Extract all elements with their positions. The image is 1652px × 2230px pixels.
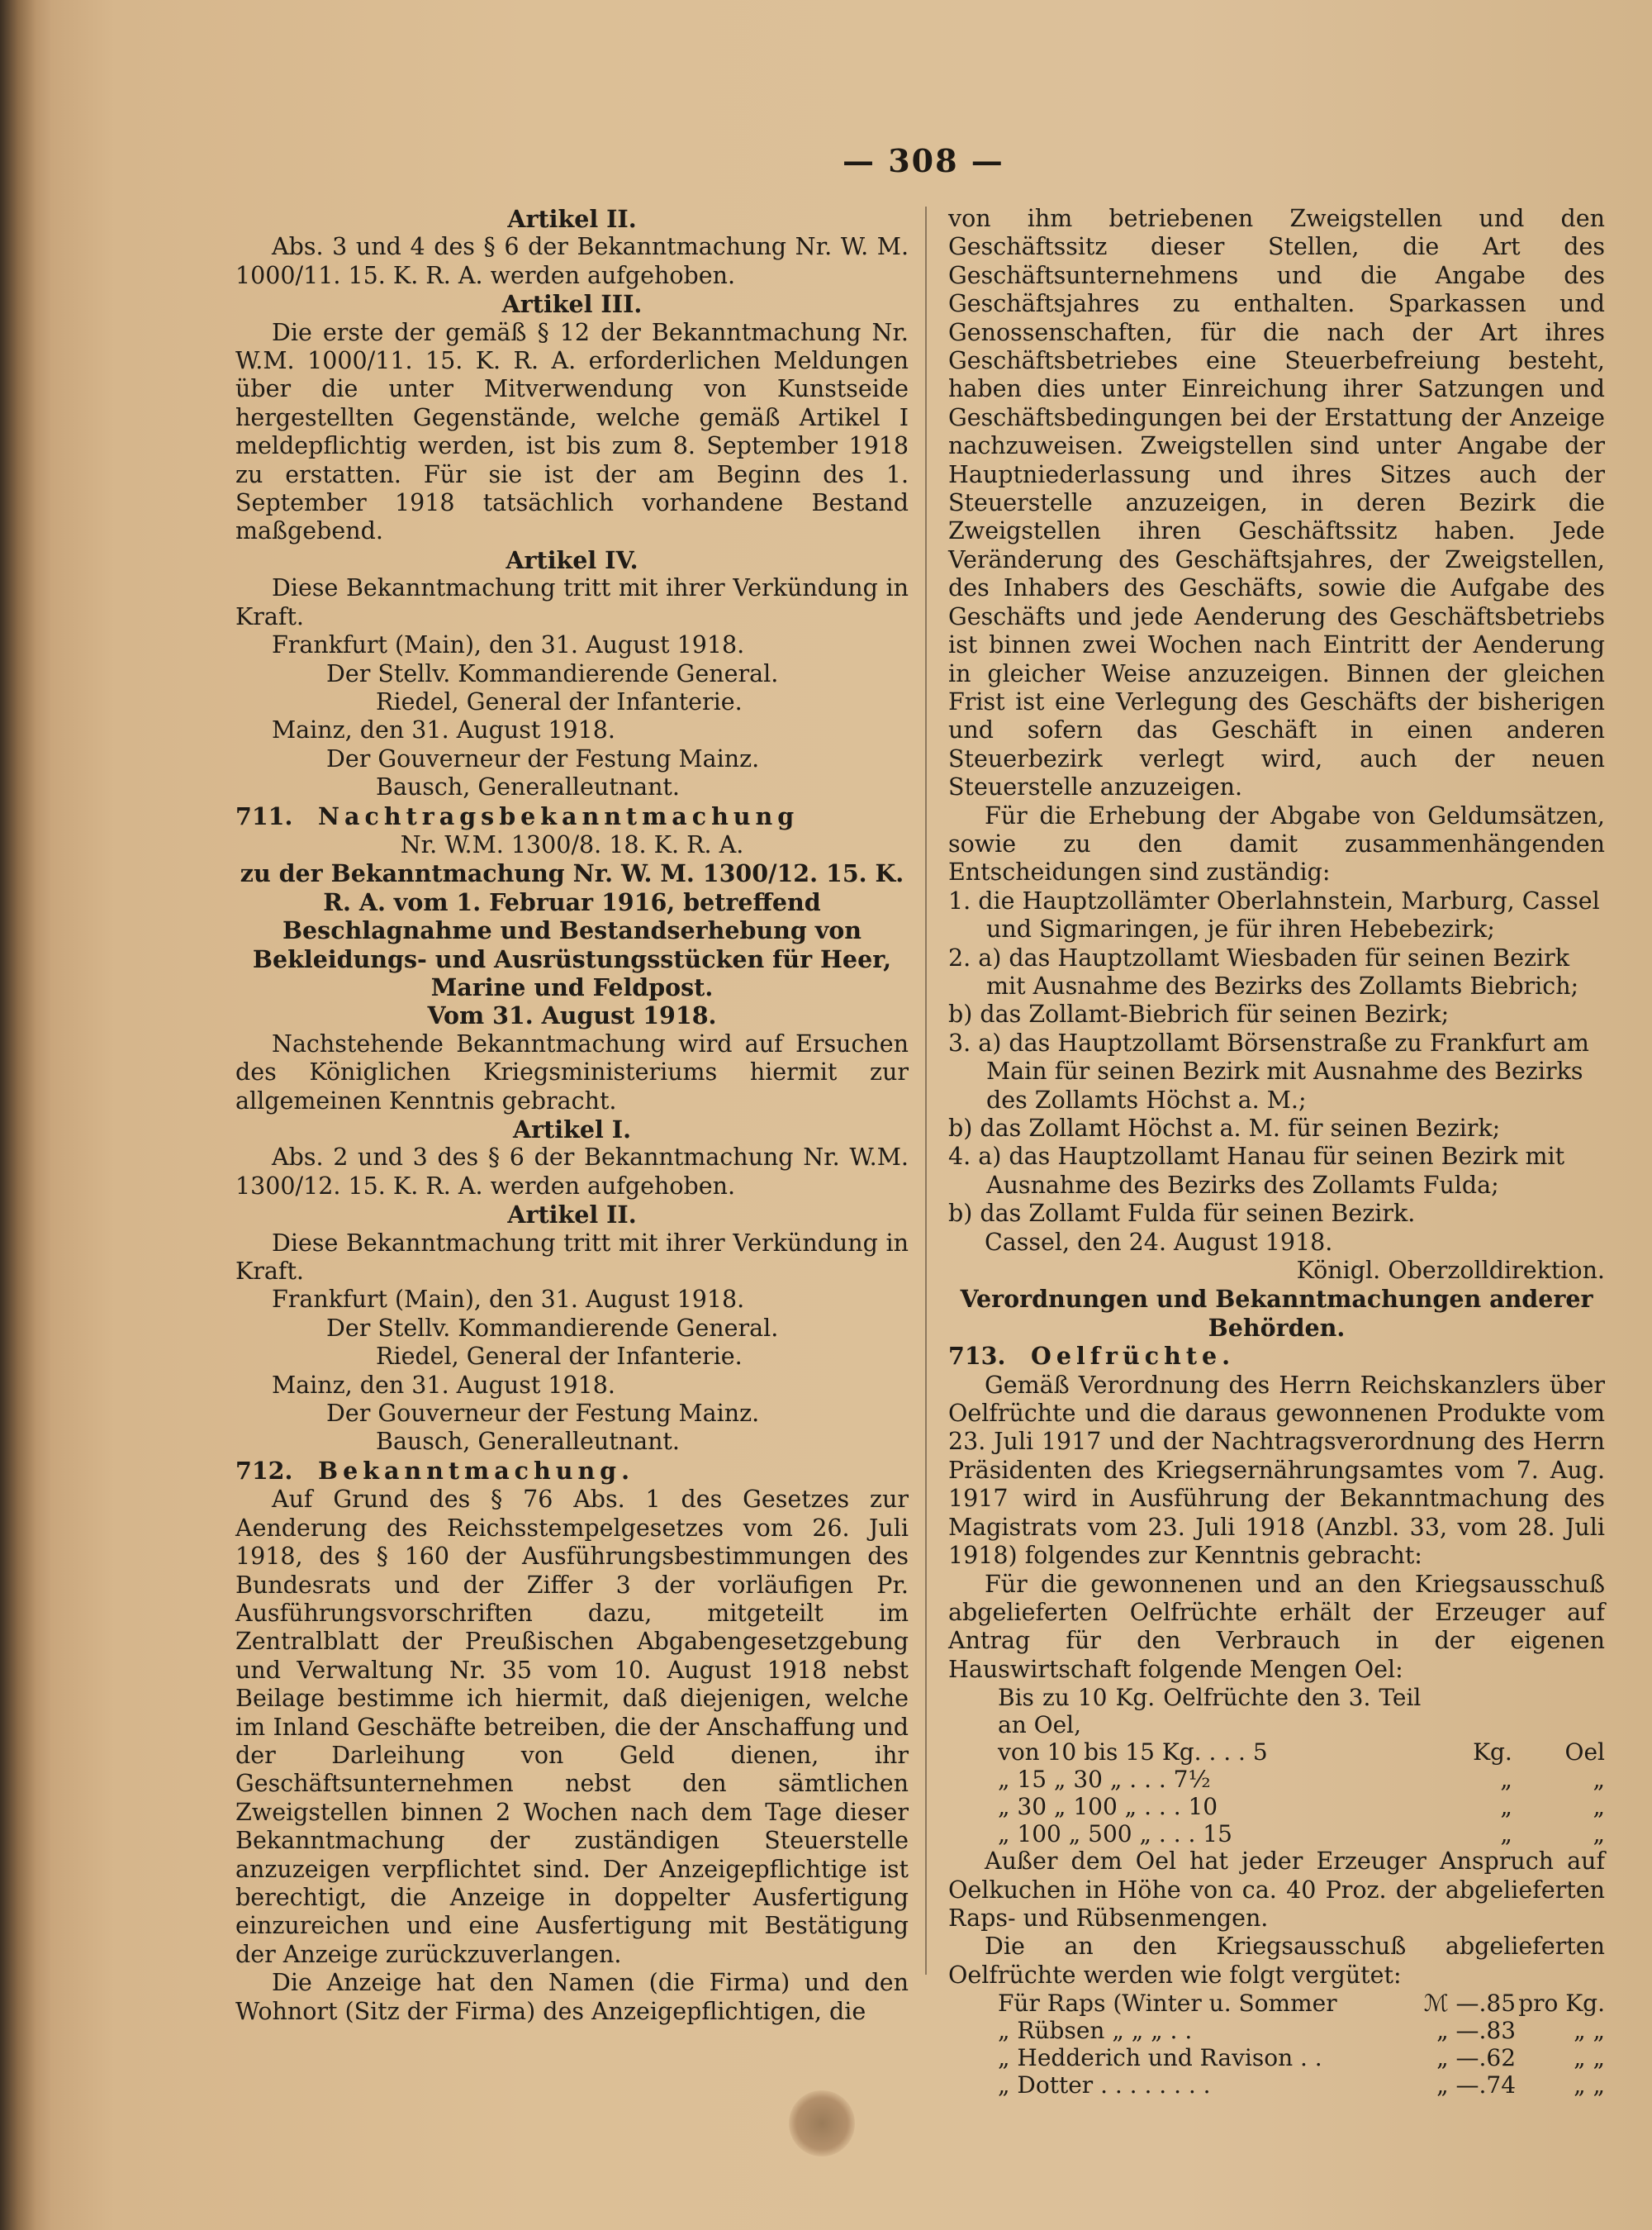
oil-table-cell: Oel (1564, 1738, 1605, 1766)
paragraph: Mainz, den 31. August 1918. (272, 716, 615, 744)
list-item: 4. a) das Hauptzollamt Hanau für seinen Bezirk mit Ausnahme des Bezirks des Zollamts Fulda; (948, 1143, 1565, 1199)
list-item: 1. die Hauptzollämter Oberlahnstein, Marburg, Cassel und Sigmaringen, je für ihren Hebebezirk; (948, 887, 1600, 944)
signature-authority: Königl. Oberzolldirektion. (1296, 1257, 1605, 1285)
article-heading: Artikel II. (507, 1201, 637, 1229)
paragraph: von ihm betriebenen Zweigstellen und den Geschäftssitz dieser Stellen, die Art des Geschäftsunternehmens und die Angabe des Geschäftsjahres zu enthalten. Sparkassen und Genossenschaften, für die nach der Art ihres Geschäftsbetriebes eine Steuerbefreiung besteht, haben dies unter Einreichung ihrer Satzungen und Geschäftsbedingungen bei der Erstattung der Anzeige nachzuweisen. Zweigstellen sind unter Angabe der Hauptniederlassung und ihres Sitzes auch der Steuerstelle anzuzeigen, in deren Bezirk die Zweigstellen ihren Geschäftssitz haben. Jede Veränderung des Geschäftsjahres, der Zweigstellen, des Inhabers des Geschäfts, sowie die Aufgabe des Geschäfts und jede Aenderung des Geschäftsbetriebs ist binnen zwei Wochen nach Eintritt der Aenderung in gleicher Weise anzuzeigen. Binnen der gleichen Frist ist eine Verlegung des Geschäfts der bisherigen und sofern das Geschäft in einen anderen Steuerbezirk verlegt wird, auch der neuen Steuerstelle anzuzeigen. (948, 205, 1605, 801)
paragraph: Diese Bekanntmachung tritt mit ihrer Verkündung in Kraft. (235, 574, 909, 630)
oil-table-cell: von 10 bis 15 Kg. . . . 5 (998, 1738, 1268, 1766)
price-table-cell: „ Dotter . . . . . . . . (998, 2071, 1211, 2099)
oil-table-cell: „ (1593, 1793, 1605, 1821)
price-table-cell: „ Rübsen „ „ „ . . (998, 2017, 1193, 2045)
oil-table-row (948, 1820, 1605, 1847)
price-table-cell: „ „ (1574, 2044, 1605, 2072)
article-heading: Artikel II. (507, 205, 637, 233)
price-table-cell: pro Kg. (1518, 1990, 1605, 2018)
bold-title: zu der Bekanntmachung Nr. W. M. 1300/12. 15. K. R. A. vom 1. Februar 1916, betreffend Beschlagnahme und Bestandserhebung von Bekleidungs- und Ausrüstungsstücken für Heer, Marine und Feldpost. (240, 859, 904, 1001)
list-item: 2. a) das Hauptzollamt Wiesbaden für seinen Bezirk mit Ausnahme des Bezirks des Zollamts Biebrich; (948, 944, 1579, 1000)
section-heading (235, 1457, 909, 1486)
paragraph: Frankfurt (Main), den 31. August 1918. (272, 631, 745, 659)
oil-table-cell: „ (1593, 1766, 1605, 1794)
paragraph: Die an den Kriegsausschuß abgelieferten Oelfrüchte werden wie folgt vergütet: (948, 1933, 1605, 1989)
price-table-cell: „ —.83 (1436, 2017, 1517, 2045)
price-table-cell: „ —.74 (1436, 2071, 1517, 2099)
paragraph: Nachstehende Bekanntmachung wird auf Ersuchen des Königlichen Kriegsministeriums hiermit zur allgemeinen Kenntnis gebracht. (235, 1029, 909, 1115)
oil-quantity-table (948, 1684, 1605, 1847)
oil-table-cell: „ 30 „ 100 „ . . . 10 (998, 1793, 1218, 1821)
list-item: 3. a) das Hauptzollamt Börsenstraße zu Frankfurt am Main für seinen Bezirk mit Ausnahme des Bezirks des Zollamts Höchst a. M.; (948, 1029, 1589, 1114)
signature-name: Riedel, General der Infanterie. (376, 687, 743, 716)
paragraph: Abs. 2 und 3 des § 6 der Bekanntmachung Nr. W.M. 1300/12. 15. K. R. A. werden aufgehoben. (235, 1144, 909, 1200)
signature-name: Riedel, General der Infanterie. (376, 1343, 743, 1371)
oil-table-cell (1512, 1684, 1605, 1738)
section-title: Oelfrüchte. (1031, 1342, 1236, 1371)
signature-line: Der Stellv. Kommandierende General. (326, 1314, 779, 1342)
oil-table-row (948, 1793, 1605, 1820)
section-number: 712. (235, 1456, 293, 1485)
paper-stain (789, 2090, 855, 2156)
section-title: Nachtragsbekanntmachung (318, 801, 800, 830)
paragraph: Für die Erhebung der Abgabe von Geldumsätzen, sowie zu den damit zusammenhängenden Entscheidungen sind zuständig: (948, 801, 1605, 887)
price-table-cell: „ —.62 (1436, 2044, 1517, 2072)
section-heading (235, 802, 909, 831)
price-table-row (948, 2071, 1605, 2099)
price-table-cell: Für Raps (Winter u. Sommer (998, 1990, 1337, 2018)
article-heading: Vom 31. August 1918. (427, 1001, 717, 1030)
oil-table-cell: „ (1500, 1820, 1512, 1848)
price-table-cell: „ Hedderich und Ravison . . (998, 2044, 1322, 2072)
oil-table-cell: Bis zu 10 Kg. Oelfrüchte den 3. Teil an Oel, (998, 1684, 1422, 1739)
paragraph: Cassel, den 24. August 1918. (985, 1228, 1333, 1256)
section-number: 713. (948, 1342, 1006, 1371)
paragraph: Auf Grund des § 76 Abs. 1 des Gesetzes zur Aenderung des Reichsstempelgesetzes vom 26. Juli 1918, des § 160 der Ausführungsbestimmungen des Bundesrats und der Ziffer 3 der vorläufigen Pr. Ausführungsvorschriften dazu, mitgeteilt im Zentralblatt der Preußischen Abgabengesetzgebung und Verwaltung Nr. 35 vom 10. August 1918 nebst Beilage bestimme ich hiermit, daß diejenigen, welche im Inland Geschäfte betreiben, die der Anschaffung und der Darleihung von Geld dienen, ihr Geschäftsunternehmen nebst den sämtlichen Zweigstellen binnen 2 Wochen nach dem Tage dieser Bekanntmachung der zuständigen Steuerstelle anzuzeigen verpflichtet sind. Der Anzeigepflichtige ist berechtigt, die Anzeige in doppelter Ausfertigung einzureichen und eine Ausfertigung mit Bestätigung der Anzeige zurückzuverlangen. (235, 1486, 909, 1968)
paragraph: Diese Bekanntmachung tritt mit ihrer Verkündung in Kraft. (235, 1229, 909, 1286)
signature-name: Bausch, Generalleutnant. (376, 773, 680, 801)
oil-table-cell: „ 15 „ 30 „ . . . 7½ (998, 1766, 1211, 1794)
paragraph: Gemäß Verordnung des Herrn Reichskanzlers über Oelfrüchte und die daraus gewonnenen Produkte vom 23. Juli 1917 und der Nachtragsverordnung des Herrn Präsidenten des Kriegsernährungsamtes vom 7. Aug. 1917 wird in Ausführung der Bekanntmachung des Magistrats vom 23. Juli 1918 (Anzbl. 33, vom 28. Juli 1918) folgendes zur Kenntnis gebracht: (948, 1371, 1605, 1570)
paragraph: Die erste der gemäß § 12 der Bekanntmachung Nr. W.M. 1000/11. 15. K. R. A. erforderlichen Meldungen über die unter Mitverwendung von Kunstseide hergestellten Gegenstände, welche gemäß Artikel I meldepflichtig werden, ist bis zum 8. September 1918 zu erstatten. Für sie ist der am Beginn des 1. September 1918 tatsächlich vorhandene Bestand maßgebend. (235, 318, 909, 545)
paragraph: Außer dem Oel hat jeder Erzeuger Anspruch auf Oelkuchen in Höhe von ca. 40 Proz. der abgelieferten Raps- und Rübsenmengen. (948, 1847, 1605, 1932)
oil-table-cell: „ (1500, 1793, 1512, 1821)
signature-name: Bausch, Generalleutnant. (376, 1428, 680, 1456)
paragraph: Für die gewonnenen und an den Kriegsausschuß abgelieferten Oelfrüchte erhält der Erzeuger auf Antrag für den Verbrauch in der eigenen Hauswirtschaft folgende Mengen Oel: (948, 1570, 1605, 1683)
price-table-row (948, 2044, 1605, 2071)
paragraph: Frankfurt (Main), den 31. August 1918. (272, 1286, 745, 1314)
oil-table-row (948, 1684, 1605, 1738)
oil-table-row (948, 1766, 1605, 1793)
price-table-cell: „ „ (1574, 2071, 1605, 2099)
oil-table-cell: „ (1593, 1820, 1605, 1848)
price-table-row (948, 1990, 1605, 2017)
paragraph: Abs. 3 und 4 des § 6 der Bekanntmachung Nr. W. M. 1000/11. 15. K. R. A. werden aufgehoben. (235, 233, 909, 289)
oil-table-row (948, 1738, 1605, 1766)
list-item: b) das Zollamt-Biebrich für seinen Bezirk; (948, 1001, 1450, 1029)
book-spine (0, 0, 51, 2230)
column-divider (925, 207, 927, 1975)
left-column (235, 205, 909, 2026)
right-column (948, 205, 1605, 2099)
list-item: b) das Zollamt Fulda für seinen Bezirk. (948, 1200, 1416, 1228)
oil-table-cell: „ (1500, 1766, 1512, 1794)
oil-table-cell: Kg. (1473, 1738, 1512, 1766)
article-heading: Artikel IV. (506, 545, 638, 574)
signature-line: Der Stellv. Kommandierende General. (326, 659, 779, 687)
price-table-cell: ℳ —.85 (1423, 1990, 1517, 2018)
section-title: Bekanntmachung. (318, 1456, 635, 1485)
section-heading (948, 1342, 1605, 1371)
paragraph: Die Anzeige hat den Namen (die Firma) und den Wohnort (Sitz der Firma) des Anzeigepflichtigen, die (235, 1969, 909, 2025)
price-table-cell: „ „ (1574, 2017, 1605, 2045)
article-heading: Artikel III. (501, 290, 643, 319)
price-table (948, 1990, 1605, 2099)
list-item: b) das Zollamt Höchst a. M. für seinen Bezirk; (948, 1115, 1501, 1142)
page-number: — 308 — (843, 142, 1004, 179)
signature-line: Der Gouverneur der Festung Mainz. (326, 744, 760, 773)
section-number: 711. (235, 801, 293, 830)
price-table-row (948, 2017, 1605, 2044)
signature-line: Der Gouverneur der Festung Mainz. (326, 1400, 760, 1428)
paragraph: Mainz, den 31. August 1918. (272, 1371, 615, 1399)
oil-table-cell (1421, 1684, 1512, 1738)
oil-table-cell: „ 100 „ 500 „ . . . 15 (998, 1820, 1232, 1848)
reference-line: Nr. W.M. 1300/8. 18. K. R. A. (400, 830, 744, 858)
article-heading: Verordnungen und Bekanntmachungen anderer Behörden. (960, 1285, 1593, 1342)
article-heading: Artikel I. (512, 1115, 631, 1144)
